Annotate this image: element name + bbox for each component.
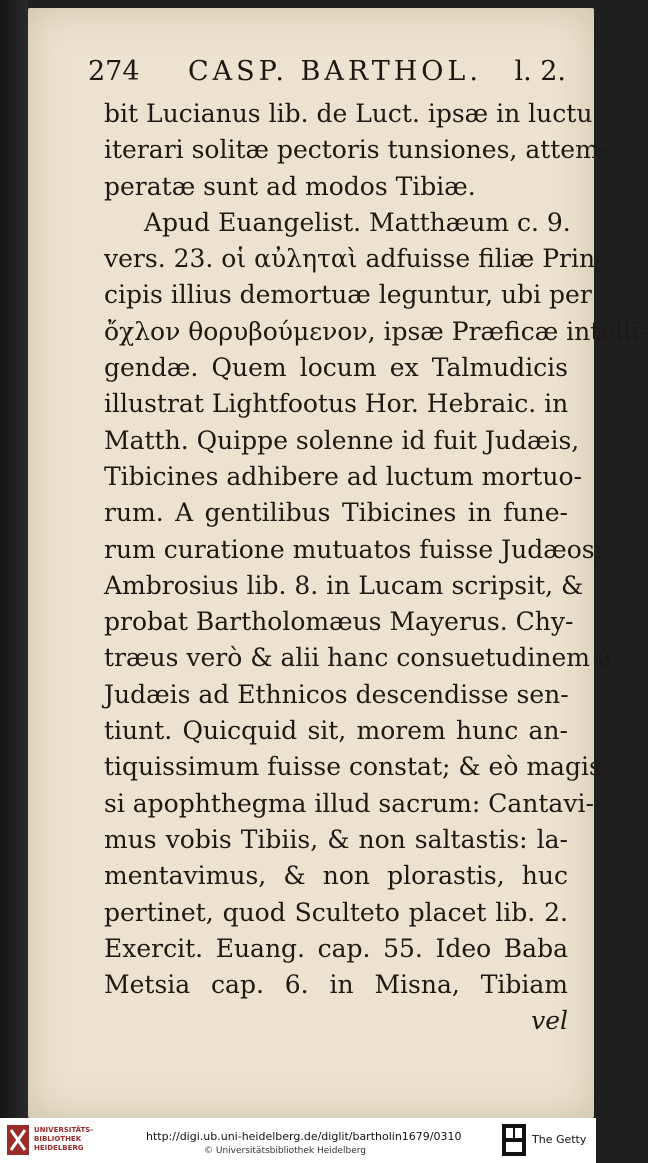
university-seal-icon bbox=[6, 1124, 30, 1156]
catchword: vel bbox=[531, 1006, 568, 1036]
text-line: træus verò & alii hanc consuetudinem à bbox=[104, 643, 613, 673]
body-text bbox=[104, 96, 648, 1040]
library-name: UNIVERSITÄTS-BIBLIOTHEK HEIDELBERG bbox=[34, 1126, 94, 1152]
text-line: peratæ sunt ad modos Tibiæ. bbox=[104, 171, 476, 201]
text-line: Matth. Quippe solenne id fuit Judæis, bbox=[104, 425, 580, 455]
text-line: illustrat Lightfootus Hor. Hebraic. in bbox=[104, 389, 569, 419]
text-line: bit Lucianus lib. de Luct. ipsæ in luctu bbox=[104, 99, 593, 128]
book-gutter bbox=[0, 0, 28, 1118]
book-number: l. 2. bbox=[514, 56, 566, 87]
page-header bbox=[88, 52, 568, 96]
text-line: mentavimus, & non plorastis, huc bbox=[104, 861, 568, 891]
text-line: Tibicines adhibere ad luctum mortuo- bbox=[104, 461, 582, 491]
text-line: Exercit. Euang. cap. 55. Ideo Baba bbox=[104, 933, 568, 963]
text-line: rum. A gentilibus Tibicines in fune- bbox=[104, 498, 568, 528]
text-line: Apud Euangelist. Matthæum c. 9. bbox=[144, 207, 571, 237]
page-number: 274 bbox=[88, 56, 140, 87]
running-title: CASP. BARTHOL. bbox=[188, 56, 482, 87]
getty-logo-icon bbox=[502, 1124, 526, 1156]
text-line: si apophthegma illud sacrum: Cantavi- bbox=[104, 788, 594, 818]
text-line: gendæ. Quem locum ex Talmudicis bbox=[104, 353, 568, 383]
text-line: rum curatione mutuatos fuisse Judæos, bbox=[104, 534, 603, 564]
getty-label: The Getty bbox=[532, 1133, 587, 1146]
text-line: mus vobis Tibiis, & non saltastis: la- bbox=[104, 824, 568, 854]
text-line: Metsia cap. 6. in Misna, Tibiam bbox=[104, 970, 568, 1000]
text-line: cipis illius demortuæ leguntur, ubi per bbox=[104, 280, 592, 310]
text-line: Ambrosius lib. 8. in Lucam scripsit, & bbox=[104, 570, 584, 600]
text-line: tiquissimum fuisse constat; & eò magis, bbox=[104, 752, 610, 782]
text-line: Judæis ad Ethnicos descendisse sen- bbox=[104, 679, 569, 709]
text-line: iterari solitæ pectoris tunsiones, attem- bbox=[104, 135, 608, 165]
permalink-link[interactable]: http://digi.ub.uni-heidelberg.de/diglit/bartholin1679/0310 bbox=[146, 1130, 462, 1143]
text-line: pertinet, quod Sculteto placet lib. 2. bbox=[104, 897, 568, 927]
viewer-footer bbox=[0, 1118, 596, 1163]
text-line: vers. 23. οἱ αὐληταὶ adfuisse filiæ Prin- bbox=[104, 244, 604, 274]
copyright-notice: © Universitätsbibliothek Heidelberg bbox=[204, 1146, 367, 1156]
text-line: ὄχλον θορυβούμενον, ipsæ Præficæ intelli- bbox=[104, 316, 648, 346]
text-line: tiunt. Quicquid sit, morem hunc an- bbox=[104, 716, 568, 746]
text-line: probat Bartholomæus Mayerus. Chy- bbox=[104, 607, 574, 637]
